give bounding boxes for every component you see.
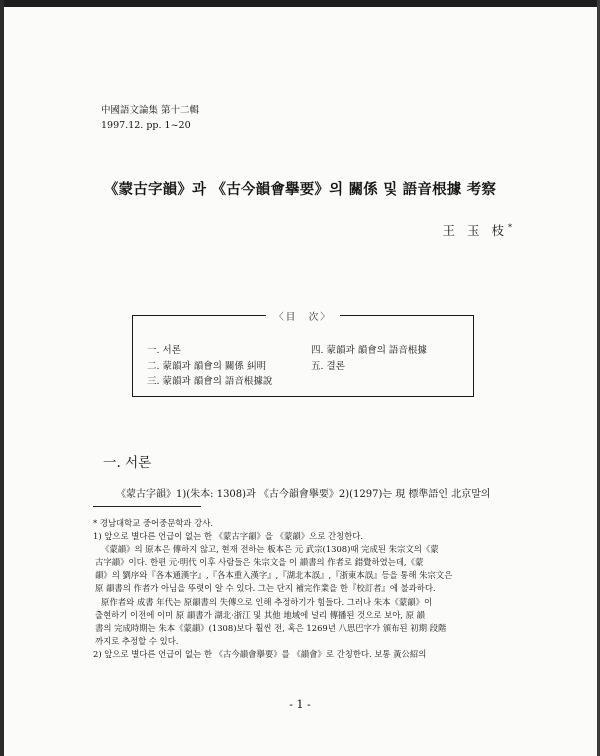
body-text: 《蒙古字韻》1)(朱本: 1308)과 《古今韻會擧要》2)(1297)는 現 標準語인 北京말의 xyxy=(116,489,491,500)
author xyxy=(443,221,512,239)
journal-info xyxy=(101,103,199,133)
footnote-line: 출현하기 이전에 이미 原 韻書가 湖北·浙江 및 其他 地域에 널리 傳播된 것으로 보아, 原 韻 xyxy=(95,609,426,620)
footnote-line: * 경남대학교 중어중문학과 강사. xyxy=(93,518,214,528)
toc-item: 二. 蒙韻과 韻會의 關係 糾明 xyxy=(147,360,266,372)
toc-left-column xyxy=(147,343,272,390)
paper-title: 《蒙古字韻》과 《古今韻會擧要》의 關係 및 語音根據 考察 xyxy=(103,181,497,198)
table-of-contents xyxy=(132,312,474,397)
toc-item: 五. 결론 xyxy=(311,360,345,372)
footnote-line: 原作者와 成書 年代는 原韻書의 失傳으로 인해 추정하기가 힘들다. 그러나 朱本《蒙韻》이 xyxy=(101,596,433,607)
toc-right-column xyxy=(311,343,427,374)
footnote-line: 2) 앞으로 별다른 언급이 없는 한 《古今韻會擧要》를 《韻會》로 간칭한다. 보통 黃公紹의 xyxy=(93,648,427,659)
footnote-line: 原 韻書의 作者가 아님을 뚜렷이 알 수 있다. 그는 단지 補完作業을 한『校訂者』에 불과하다. xyxy=(95,583,436,594)
footnote-line: 《蒙韻》의 原本은 傳하지 않고, 현재 전하는 板本은 元 武宗(1308)때 完成된 朱宗文의《蒙 xyxy=(101,544,439,555)
author-name: 王 玉 枝 xyxy=(442,223,508,238)
footnote-line: 書의 完成時期는 朱本《蒙韻》(1308)보다 훨씬 전, 혹은 1269년 八思巴字가 頒布된 初期 段階 xyxy=(95,622,447,633)
journal-name: 中國語文論集 第十二輯 xyxy=(101,105,200,116)
journal-issue: 1997.12. pp. 1~20 xyxy=(101,120,191,131)
toc-item: 三. 蒙韻과 韻會의 語音根據說 xyxy=(147,376,273,387)
footnotes xyxy=(93,517,513,661)
page-number: - 1 - xyxy=(289,698,311,711)
toc-heading: 〈目 次〉 xyxy=(266,312,340,323)
footnote-line: 古字韻》이다. 한편 元·明代 이후 사람들은 朱宗文을 이 韻書의 作者로 錯覺하였는데,《蒙 xyxy=(95,557,424,568)
footnote-divider xyxy=(93,506,201,507)
scan-edge-left xyxy=(0,0,4,756)
footnote-line: 까지로 추정할 수 있다. xyxy=(95,635,179,646)
toc-item: 一. 서론 xyxy=(147,345,181,356)
scan-edge-top xyxy=(0,0,600,7)
footnote-line: 1) 앞으로 별다른 언급이 없는 한 《蒙古字韻》을 《蒙韻》으로 간칭한다. xyxy=(93,531,364,542)
author-footnote-mark: * xyxy=(508,222,512,232)
footnote-line: 韻》의 劉序와『各本通漢字』,『各本重入漢字』,『湖北本誤』,『浙東本誤』등을 통해 朱宗文은 xyxy=(95,570,453,581)
section-heading: 一. 서론 xyxy=(103,455,152,471)
toc-item: 四. 蒙韻과 韻會의 語音根據 xyxy=(311,345,427,356)
